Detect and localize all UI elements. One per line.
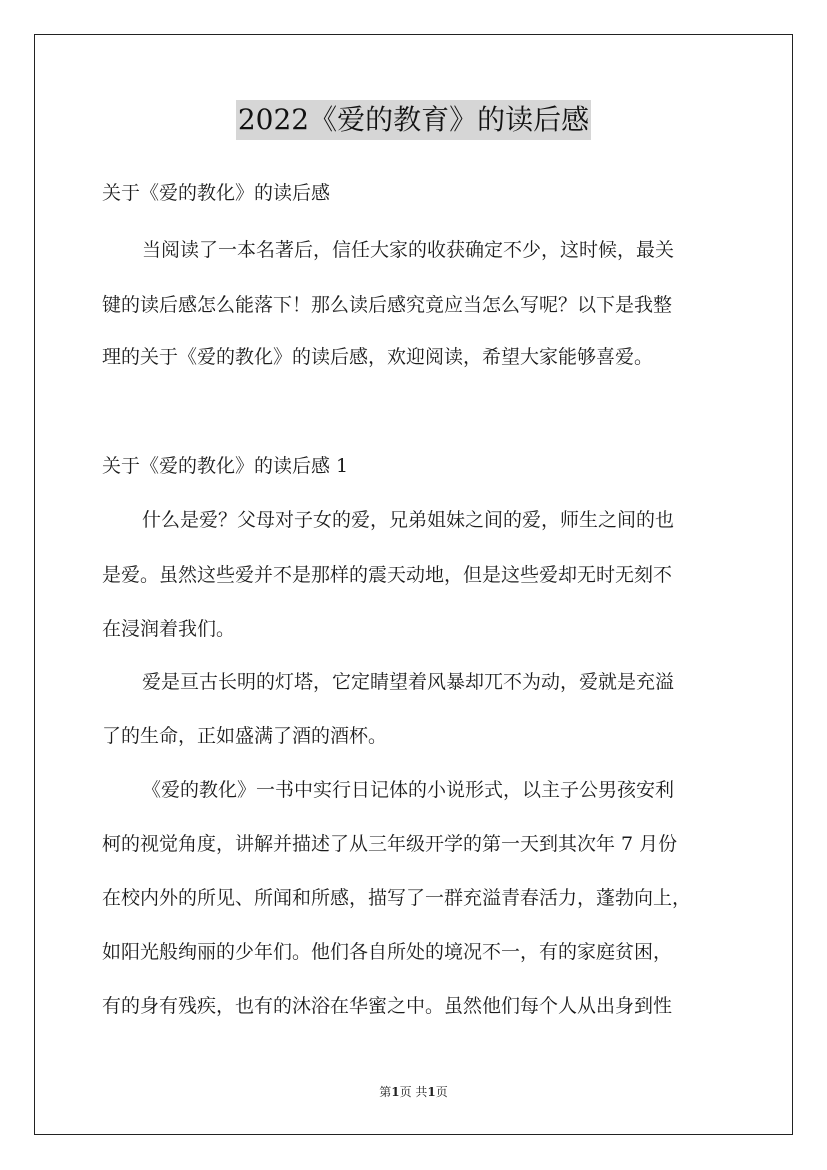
paragraph-line: 在校内外的所见、所闻和所感，描写了一群充溢青春活力，蓬勃向上， — [102, 887, 692, 909]
footer-page-suffix: 页 — [435, 1085, 448, 1099]
paragraph-line: 《爱的教化》一书中实行日记体的小说形式，以主子公男孩安利 — [142, 779, 675, 801]
paragraph-line: 当阅读了一本名著后，信任大家的收获确定不少，这时候，最关 — [142, 239, 675, 261]
paragraph-line: 柯的视觉角度，讲解并描述了从三年级开学的第一天到其次年 7 月份 — [102, 833, 678, 855]
section-heading: 关于《爱的教化》的读后感 1 — [102, 455, 349, 477]
paragraph-line: 键的读后感怎么能落下！那么读后感究竟应当怎么写呢？以下是我整 — [102, 294, 673, 316]
title-container — [0, 100, 827, 140]
paragraph-line: 理的关于《爱的教化》的读后感，欢迎阅读，希望大家能够喜爱。 — [102, 346, 654, 368]
paragraph-line: 有的身有残疾，也有的沐浴在华蜜之中。虽然他们每个人从出身到性 — [102, 995, 673, 1017]
footer-page-number: 1 — [391, 1085, 400, 1099]
footer-page-total: 1 — [427, 1085, 436, 1099]
paragraph-line: 爱是亘古长明的灯塔，它定睛望着风暴却兀不为动，爱就是充溢 — [142, 671, 675, 693]
paragraph-line: 如阳光般绚丽的少年们。他们各自所处的境况不一，有的家庭贫困， — [102, 941, 673, 963]
document-title: 2022《爱的教育》的读后感 — [236, 100, 591, 140]
footer-page-mid: 页 共 — [399, 1085, 428, 1099]
page-footer — [0, 1084, 827, 1100]
paragraph-line: 了的生命，正如盛满了酒的酒杯。 — [102, 725, 388, 747]
section-heading: 关于《爱的教化》的读后感 — [102, 182, 331, 204]
footer-page-prefix: 第 — [379, 1085, 392, 1099]
paragraph-line: 在浸润着我们。 — [102, 618, 236, 640]
paragraph-line: 什么是爱？父母对子女的爱，兄弟姐妹之间的爱，师生之间的也 — [142, 509, 675, 531]
paragraph-line: 是爱。虽然这些爱并不是那样的震天动地，但是这些爱却无时无刻不 — [102, 564, 673, 586]
